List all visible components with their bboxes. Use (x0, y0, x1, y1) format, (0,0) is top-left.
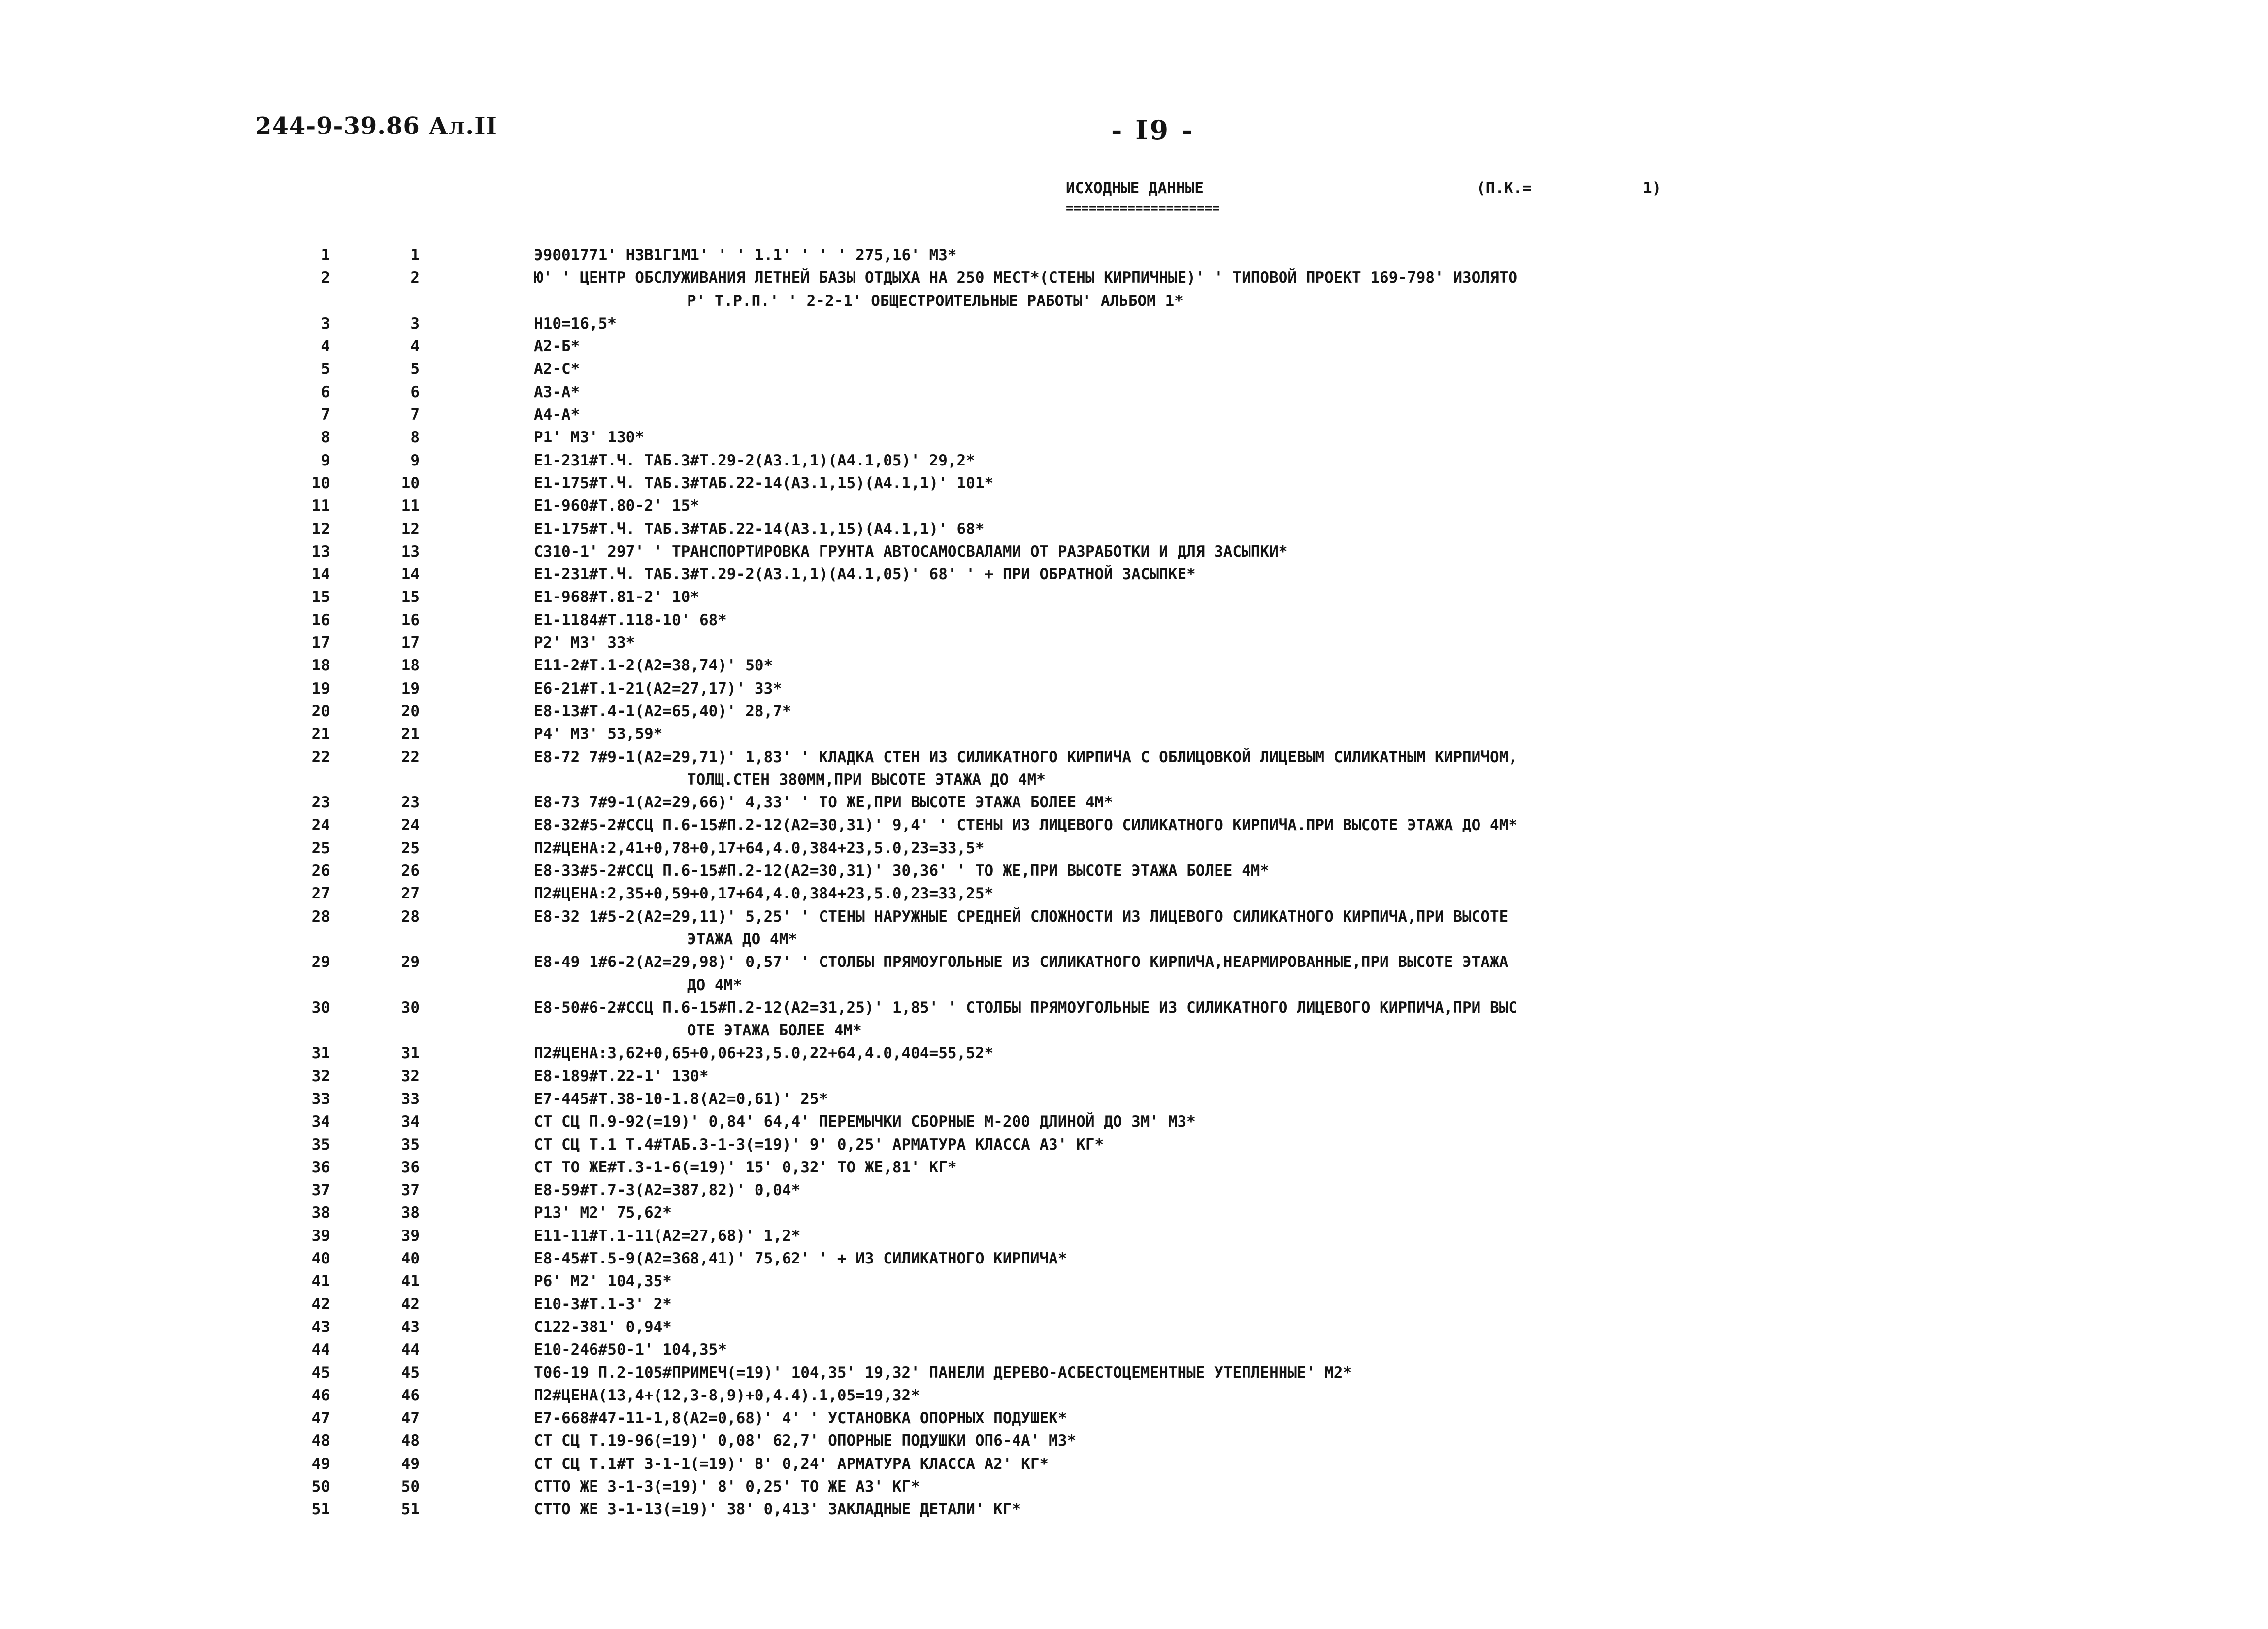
row-number: 39 (311, 1227, 330, 1245)
row-sequence-number: 42 (401, 1295, 420, 1313)
row-sequence-number: 5 (410, 360, 420, 378)
row-sequence-number: 11 (401, 497, 420, 515)
listing-row (0, 1113, 2268, 1135)
row-number: 24 (311, 816, 330, 834)
row-number: 9 (321, 451, 330, 469)
row-text: Е8-33#5-2#ССЦ П.6-15#П.2-12(А2=30,31)' 30,36' ' ТО ЖЕ,ПРИ ВЫСОТЕ ЭТАЖА БОЛЕЕ 4М* (534, 862, 1270, 880)
listing-row (0, 543, 2268, 565)
row-number: 32 (311, 1067, 330, 1085)
row-number: 44 (311, 1341, 330, 1359)
row-number: 30 (311, 998, 330, 1017)
row-sequence-number: 13 (401, 542, 420, 561)
listing-row (0, 1455, 2268, 1478)
row-number: 34 (311, 1113, 330, 1131)
listing-row (0, 1500, 2268, 1523)
row-text: Е6-21#Т.1-21(А2=27,17)' 33* (534, 679, 782, 698)
row-text: Е8-73 7#9-1(А2=29,66)' 4,33' ' ТО ЖЕ,ПРИ ВЫСОТЕ ЭТАЖА БОЛЕЕ 4М* (534, 794, 1113, 812)
row-number: 13 (311, 542, 330, 561)
row-text: Е1-231#Т.Ч. ТАБ.3#Т.29-2(А3.1,1)(А4.1,05)' 29,2* (534, 451, 975, 469)
row-sequence-number: 7 (410, 406, 420, 424)
row-sequence-number: 34 (401, 1113, 420, 1131)
row-sequence-number: 8 (410, 429, 420, 447)
row-number: 17 (311, 634, 330, 652)
row-number: 45 (311, 1363, 330, 1382)
row-sequence-number: 49 (401, 1455, 420, 1473)
row-sequence-number: 43 (401, 1318, 420, 1336)
row-text: Е11-2#Т.1-2(А2=38,74)' 50* (534, 657, 773, 675)
row-sequence-number: 44 (401, 1341, 420, 1359)
row-sequence-number: 36 (401, 1158, 420, 1176)
row-number: 36 (311, 1158, 330, 1176)
listing-row (0, 839, 2268, 862)
row-text: А2-Б* (534, 337, 580, 356)
row-sequence-number: 46 (401, 1386, 420, 1404)
row-text: СТ СЦ Т.1 Т.4#ТАБ.3-1-3(=19)' 9' 0,25' АРМАТУРА КЛАССА А3' КГ* (534, 1135, 1104, 1154)
row-text: СТ СЦ П.9-92(=19)' 0,84' 64,4' ПЕРЕМЫЧКИ СБОРНЫЕ М-200 ДЛИНОЙ ДО 3М' МЗ* (534, 1113, 1196, 1131)
listing-row (0, 1044, 2268, 1067)
row-text: Е10-246#50-1' 104,35* (534, 1341, 727, 1359)
row-number: 16 (311, 611, 330, 629)
row-text: СТТО ЖЕ 3-1-13(=19)' 38' 0,413' ЗАКЛАДНЫЕ ДЕТАЛИ' КГ* (534, 1500, 1021, 1519)
row-number: 1 (321, 246, 330, 264)
listing-row (0, 953, 2268, 999)
listing-row (0, 315, 2268, 337)
row-sequence-number: 25 (401, 839, 420, 857)
row-text-continuation: ДО 4М* (687, 976, 742, 994)
row-sequence-number: 26 (401, 862, 420, 880)
row-sequence-number: 14 (401, 565, 420, 584)
listing-row (0, 565, 2268, 588)
row-sequence-number: 3 (410, 314, 420, 332)
listing-row (0, 1159, 2268, 1181)
listing-row (0, 680, 2268, 702)
listing-row (0, 1341, 2268, 1363)
row-text: Ю' ' ЦЕНТР ОБСЛУЖИВАНИЯ ЛЕТНЕЙ БАЗЫ ОТДЫХА НА 250 МЕСТ*(СТЕНЫ КИРПИЧНЫЕ)' ' ТИПОВОЙ ПРОЕКТ 169-798' ИЗОЛЯТО (534, 269, 1518, 287)
row-number: 47 (311, 1409, 330, 1428)
section-title: ИСХОДНЫЕ ДАННЫЕ (1066, 179, 1204, 197)
listing-row (0, 634, 2268, 657)
row-number: 31 (311, 1044, 330, 1063)
row-sequence-number: 35 (401, 1135, 420, 1154)
row-text: П2#ЦЕНА:2,41+0,78+0,17+64,4.0,384+23,5.0,23=33,5* (534, 839, 985, 857)
row-sequence-number: 2 (410, 269, 420, 287)
row-text: Е10-3#Т.1-3' 2* (534, 1295, 672, 1313)
row-sequence-number: 47 (401, 1409, 420, 1428)
row-number: 11 (311, 497, 330, 515)
row-text: Е8-32 1#5-2(А2=29,11)' 5,25' ' СТЕНЫ НАРУЖНЫЕ СРЕДНЕЙ СЛОЖНОСТИ ИЗ ЛИЦЕВОГО СИЛИКАТНОГО КИРПИЧА,ПРИ ВЫСОТЕ (534, 907, 1509, 926)
row-number: 2 (321, 269, 330, 287)
row-sequence-number: 21 (401, 725, 420, 743)
listing-row (0, 725, 2268, 748)
row-sequence-number: 28 (401, 907, 420, 926)
listing-row (0, 1387, 2268, 1409)
row-text: Е8-45#Т.5-9(А2=368,41)' 75,62' ' + ИЗ СИЛИКАТНОГО КИРПИЧА* (534, 1250, 1067, 1268)
row-sequence-number: 17 (401, 634, 420, 652)
row-sequence-number: 12 (401, 520, 420, 538)
row-text: СТ ТО ЖЕ#Т.3-1-6(=19)' 15' 0,32' ТО ЖЕ,81' КГ* (534, 1158, 957, 1176)
row-text: СТ СЦ Т.19-96(=19)' 0,08' 62,7' ОПОРНЫЕ ПОДУШКИ ОП6-4А' МЗ* (534, 1432, 1077, 1450)
row-text: Е8-50#6-2#ССЦ П.6-15#П.2-12(А2=31,25)' 1,85' ' СТОЛБЫ ПРЯМОУГОЛЬНЫЕ ИЗ СИЛИКАТНОГО ЛИЦЕВОГО КИРПИЧА,ПРИ ВЫС (534, 998, 1518, 1017)
listing-row (0, 862, 2268, 885)
row-sequence-number: 41 (401, 1272, 420, 1291)
row-number: 35 (311, 1135, 330, 1154)
row-sequence-number: 24 (401, 816, 420, 834)
row-sequence-number: 32 (401, 1067, 420, 1085)
row-number: 5 (321, 360, 330, 378)
row-number: 26 (311, 862, 330, 880)
listing-row (0, 406, 2268, 429)
row-number: 22 (311, 748, 330, 766)
row-number: 42 (311, 1295, 330, 1313)
row-sequence-number: 50 (401, 1478, 420, 1496)
row-text: Е11-11#Т.1-11(А2=27,68)' 1,2* (534, 1227, 801, 1245)
row-text: П2#ЦЕНА:3,62+0,65+0,06+23,5.0,22+64,4.0,404=55,52* (534, 1044, 994, 1063)
row-text: С310-1' 297' ' ТРАНСПОРТИРОВКА ГРУНТА АВТОСАМОСВАЛАМИ ОТ РАЗРАБОТКИ И ДЛЯ ЗАСЫПКИ* (534, 542, 1288, 561)
listing-row (0, 794, 2268, 816)
row-number: 51 (311, 1500, 330, 1519)
row-sequence-number: 19 (401, 679, 420, 698)
listing-row (0, 1432, 2268, 1455)
listing-row (0, 1272, 2268, 1295)
row-sequence-number: 33 (401, 1090, 420, 1108)
row-text: Е8-72 7#9-1(А2=29,71)' 1,83' ' КЛАДКА СТЕН ИЗ СИЛИКАТНОГО КИРПИЧА С ОБЛИЦОВКОЙ ЛИЦЕВЫМ СИЛИКАТНЫМ КИРПИЧОМ, (534, 748, 1518, 766)
row-number: 37 (311, 1181, 330, 1199)
page-number: - I9 - (1111, 114, 1195, 146)
row-text-continuation: ТОЛЩ.СТЕН 380ММ,ПРИ ВЫСОТЕ ЭТАЖА ДО 4М* (687, 770, 1046, 789)
row-number: 25 (311, 839, 330, 857)
listing-row (0, 452, 2268, 474)
listing-row (0, 383, 2268, 406)
pk-label: (П.К.= (1477, 179, 1532, 197)
listing-row (0, 1090, 2268, 1113)
listing-row (0, 497, 2268, 520)
listing-row (0, 1136, 2268, 1159)
row-text: П2#ЦЕНА:2,35+0,59+0,17+64,4.0,384+23,5.0,23=33,25* (534, 885, 994, 903)
row-text: А2-С* (534, 360, 580, 378)
row-number: 33 (311, 1090, 330, 1108)
row-number: 28 (311, 907, 330, 926)
listing-row (0, 474, 2268, 497)
row-text: П2#ЦЕНА(13,4+(12,3-8,9)+0,4.4).1,05=19,32* (534, 1386, 920, 1404)
row-text: Е1-960#Т.80-2' 15* (534, 497, 699, 515)
row-sequence-number: 48 (401, 1432, 420, 1450)
row-sequence-number: 51 (401, 1500, 420, 1519)
listing-row (0, 1204, 2268, 1227)
listing-row (0, 657, 2268, 679)
row-number: 23 (311, 794, 330, 812)
listing-row (0, 1227, 2268, 1250)
listing-row (0, 999, 2268, 1045)
row-sequence-number: 20 (401, 702, 420, 720)
row-number: 46 (311, 1386, 330, 1404)
row-text-continuation: ЭТАЖА ДО 4М* (687, 930, 797, 948)
row-number: 19 (311, 679, 330, 698)
row-sequence-number: 10 (401, 474, 420, 492)
row-text: СТТО ЖЕ 3-1-3(=19)' 8' 0,25' ТО ЖЕ А3' КГ* (534, 1478, 920, 1496)
listing-row (0, 1364, 2268, 1387)
row-number: 38 (311, 1204, 330, 1222)
listing-row (0, 1296, 2268, 1318)
row-text: Н10=16,5* (534, 314, 617, 332)
row-text: Е1-231#Т.Ч. ТАБ.3#Т.29-2(А3.1,1)(А4.1,05)' 68' ' + ПРИ ОБРАТНОЙ ЗАСЫПКЕ* (534, 565, 1196, 584)
listing-row (0, 1478, 2268, 1500)
listing-row (0, 429, 2268, 451)
listing-row (0, 588, 2268, 611)
listing-row (0, 1409, 2268, 1432)
row-number: 27 (311, 885, 330, 903)
document-code: 244-9-39.86 Ал.II (255, 112, 498, 140)
row-sequence-number: 37 (401, 1181, 420, 1199)
row-sequence-number: 31 (401, 1044, 420, 1063)
listing-row (0, 1250, 2268, 1272)
row-sequence-number: 29 (401, 953, 420, 971)
listing-row (0, 611, 2268, 634)
row-number: 20 (311, 702, 330, 720)
row-text: Е8-32#5-2#ССЦ П.6-15#П.2-12(А2=30,31)' 9,4' ' СТЕНЫ ИЗ ЛИЦЕВОГО СИЛИКАТНОГО КИРПИЧА.ПРИ ВЫСОТЕ ЭТАЖА ДО 4М* (534, 816, 1518, 834)
listing-row (0, 702, 2268, 725)
row-number: 14 (311, 565, 330, 584)
row-text: Е1-968#Т.81-2' 10* (534, 588, 699, 606)
row-text: А3-А* (534, 383, 580, 401)
listing-row (0, 885, 2268, 907)
row-number: 15 (311, 588, 330, 606)
row-sequence-number: 40 (401, 1250, 420, 1268)
listing-row (0, 1181, 2268, 1204)
row-text: Р1' МЗ' 130* (534, 429, 644, 447)
row-text-continuation: ОТЕ ЭТАЖА БОЛЕЕ 4М* (687, 1022, 862, 1040)
row-text: Е7-668#47-11-1,8(А2=0,68)' 4' ' УСТАНОВКА ОПОРНЫХ ПОДУШЕК* (534, 1409, 1067, 1428)
row-sequence-number: 6 (410, 383, 420, 401)
row-text: Р13' М2' 75,62* (534, 1204, 672, 1222)
row-sequence-number: 4 (410, 337, 420, 356)
row-number: 6 (321, 383, 330, 401)
row-text: СТ СЦ Т.1#Т 3-1-1(=19)' 8' 0,24' АРМАТУРА КЛАССА А2' КГ* (534, 1455, 1049, 1473)
row-text: Э9001771' НЗВ1Г1М1' ' ' 1.1' ' ' ' 275,16' МЗ* (534, 246, 957, 264)
row-text: Е1-1184#Т.118-10' 68* (534, 611, 727, 629)
row-sequence-number: 45 (401, 1363, 420, 1382)
data-listing (0, 246, 2268, 1524)
row-number: 50 (311, 1478, 330, 1496)
row-sequence-number: 27 (401, 885, 420, 903)
row-text: Е1-175#Т.Ч. ТАБ.3#ТАБ.22-14(А3.1,15)(А4.1,1)' 68* (534, 520, 985, 538)
listing-row (0, 1318, 2268, 1341)
row-sequence-number: 38 (401, 1204, 420, 1222)
row-number: 10 (311, 474, 330, 492)
listing-row (0, 246, 2268, 269)
row-sequence-number: 39 (401, 1227, 420, 1245)
row-sequence-number: 30 (401, 998, 420, 1017)
row-text: Е8-59#Т.7-3(А2=387,82)' 0,04* (534, 1181, 801, 1199)
row-text: Е1-175#Т.Ч. ТАБ.3#ТАБ.22-14(А3.1,15)(А4.1,1)' 101* (534, 474, 994, 492)
row-text: Т06-19 П.2-105#ПРИМЕЧ(=19)' 104,35' 19,32' ПАНЕЛИ ДЕРЕВО-АСБЕСТОЦЕМЕНТНЫЕ УТЕПЛЕННЫЕ' М2* (534, 1363, 1352, 1382)
row-text-continuation: Р' Т.Р.П.' ' 2-2-1' ОБЩЕСТРОИТЕЛЬНЫЕ РАБОТЫ' АЛЬБОМ 1* (687, 292, 1183, 310)
listing-row (0, 337, 2268, 360)
row-text: Е7-445#Т.38-10-1.8(А2=0,61)' 25* (534, 1090, 828, 1108)
listing-row (0, 1067, 2268, 1090)
listing-row (0, 269, 2268, 315)
row-text: Е8-13#Т.4-1(А2=65,40)' 28,7* (534, 702, 791, 720)
row-sequence-number: 1 (410, 246, 420, 264)
listing-row (0, 908, 2268, 954)
row-number: 49 (311, 1455, 330, 1473)
row-number: 3 (321, 314, 330, 332)
row-number: 40 (311, 1250, 330, 1268)
row-number: 29 (311, 953, 330, 971)
row-sequence-number: 16 (401, 611, 420, 629)
pk-value: 1) (1643, 179, 1662, 197)
row-number: 43 (311, 1318, 330, 1336)
row-sequence-number: 18 (401, 657, 420, 675)
row-text: Р2' МЗ' 33* (534, 634, 635, 652)
row-number: 18 (311, 657, 330, 675)
section-title-underline: ==================== (1066, 201, 1220, 216)
row-number: 48 (311, 1432, 330, 1450)
row-text: Р6' М2' 104,35* (534, 1272, 672, 1291)
row-number: 8 (321, 429, 330, 447)
listing-row (0, 748, 2268, 794)
listing-row (0, 816, 2268, 839)
row-text: А4-А* (534, 406, 580, 424)
row-text: С122-381' 0,94* (534, 1318, 672, 1336)
listing-row (0, 520, 2268, 543)
row-text: Е8-49 1#6-2(А2=29,98)' 0,57' ' СТОЛБЫ ПРЯМОУГОЛЬНЫЕ ИЗ СИЛИКАТНОГО КИРПИЧА,НЕАРМИРОВАННЫЕ,ПРИ ВЫСОТЕ ЭТАЖА (534, 953, 1509, 971)
row-number: 41 (311, 1272, 330, 1291)
row-sequence-number: 9 (410, 451, 420, 469)
row-sequence-number: 22 (401, 748, 420, 766)
row-sequence-number: 23 (401, 794, 420, 812)
row-number: 12 (311, 520, 330, 538)
row-number: 4 (321, 337, 330, 356)
row-sequence-number: 15 (401, 588, 420, 606)
row-text: Е8-189#Т.22-1' 130* (534, 1067, 709, 1085)
row-text: Р4' МЗ' 53,59* (534, 725, 663, 743)
listing-row (0, 360, 2268, 383)
row-number: 21 (311, 725, 330, 743)
row-number: 7 (321, 406, 330, 424)
